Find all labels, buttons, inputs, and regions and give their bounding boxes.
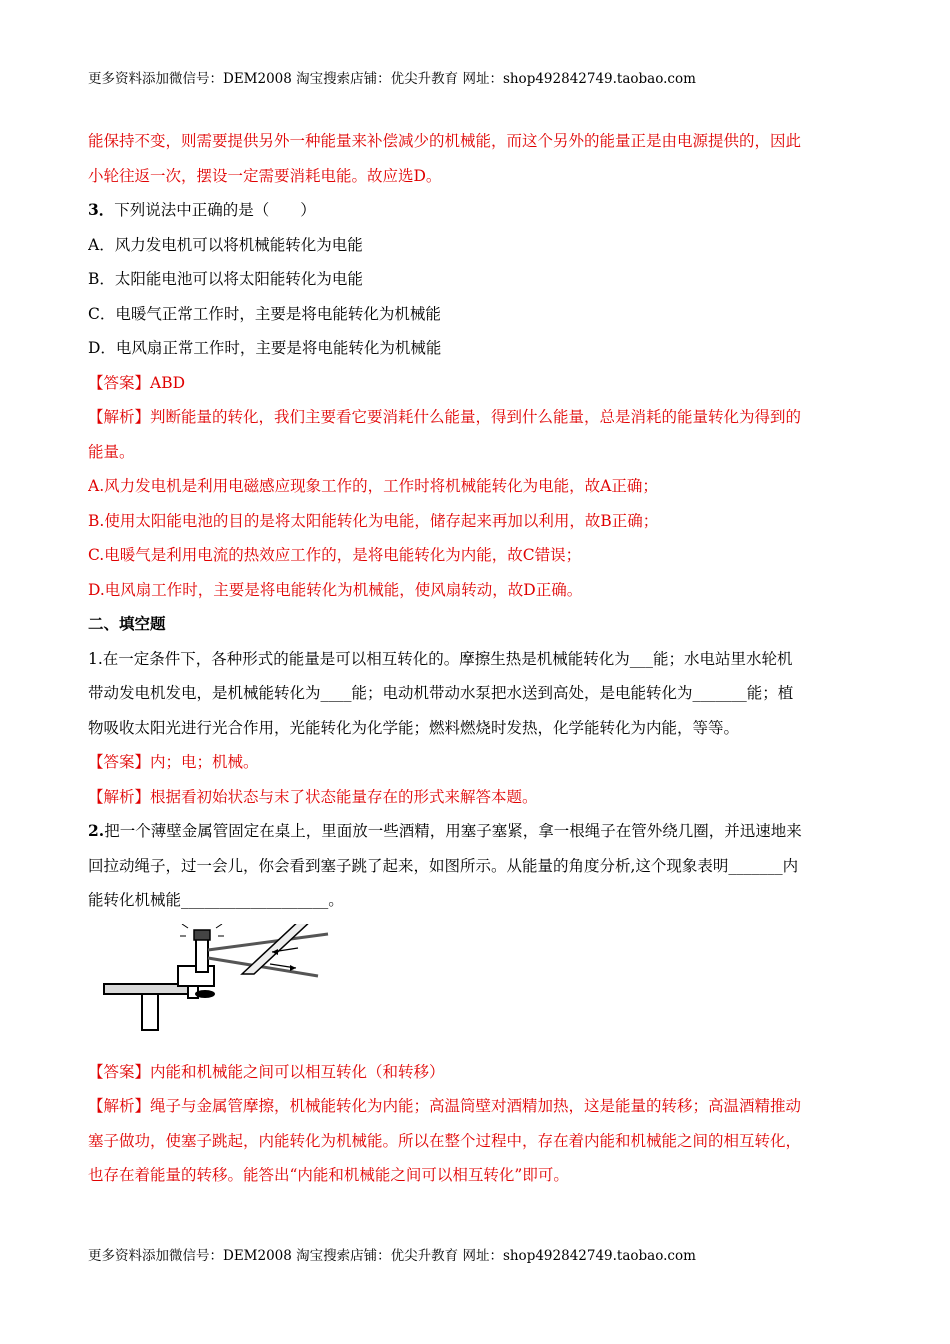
page-content	[88, 124, 866, 1193]
metal-tube-rope-illustration	[102, 924, 332, 1042]
analysis-tag: 【解析】	[88, 787, 151, 806]
question-3-analysis-item-b: B.使用太阳能电池的目的是将太阳能转化为电能，储存起来再加以利用，故B正确；	[88, 511, 659, 530]
fill-1-analysis	[88, 780, 866, 815]
question-3-option-d: D．电风扇正常工作时，主要是将电能转化为机械能	[88, 339, 442, 357]
analysis-text: 根据看初始状态与末了状态能量存在的形式来解答本题。	[150, 787, 538, 806]
continuation-line-1: 能保持不变，则需要提供另外一种能量来补偿减少的机械能，而这个另外的能量正是由电源提供的，因此	[88, 132, 802, 150]
fill-2-line-1	[88, 814, 866, 849]
section-title: 二、填空题	[88, 614, 166, 633]
answer-text: ABD	[150, 373, 186, 392]
analysis-tag: 【解析】	[88, 408, 151, 426]
question-3-option-b: B．太阳能电池可以将太阳能转化为电能	[88, 270, 363, 288]
fill-2-analysis-line-3: 也存在着能量的转移。能答出“内能和机械能之间可以相互转化”即可。	[88, 1166, 569, 1184]
fill-2-text: 把一个薄壁金属管固定在桌上，里面放一些酒精，用塞子塞紧，拿一根绳子在管外绕几圈，并迅速地来	[104, 822, 802, 840]
question-3-analysis-item-c: C.电暖气是利用电流的热效应工作的，是将电能转化为内能，故C错误；	[88, 546, 582, 564]
question-3-analysis-line-2: 能量。	[88, 442, 135, 461]
question-3-text: 下列说法中正确的是（ ）	[114, 201, 316, 219]
answer-text: 内；电；机械。	[150, 753, 259, 771]
question-3-answer	[88, 366, 866, 401]
analysis-text: 判断能量的转化，我们主要看它要消耗什么能量，得到什么能量，总是消耗的能量转化为得到的	[150, 408, 802, 426]
fill-1-line-1: 1.在一定条件下，各种形式的能量是可以相互转化的。摩擦生热是机械能转化为___能；水电站里水轮机	[88, 649, 793, 668]
page-footer: 更多资料添加微信号：DEM2008 淘宝搜索店铺：优尖升教育 网址：shop492842749.taobao.com	[88, 1248, 696, 1264]
continuation-line-2: 小轮往返一次，摆设一定需要消耗电能。故应选D。	[88, 166, 442, 185]
answer-tag: 【答案】	[88, 753, 151, 771]
question-3-analysis-item-d: D.电风扇工作时，主要是将电能转化为机械能，使风扇转动，故D正确。	[88, 580, 583, 599]
page-header: 更多资料添加微信号：DEM2008 淘宝搜索店铺：优尖升教育 网址：shop492842749.taobao.com	[88, 71, 696, 87]
fill-2-analysis-line-2: 塞子做功，使塞子跳起，内能转化为机械能。所以在整个过程中，存在着内能和机械能之间的相互转化，	[88, 1131, 802, 1150]
question-3-stem	[88, 193, 866, 228]
fill-2-line-3: 能转化机械能___________________。	[88, 891, 344, 909]
answer-tag: 【答案】	[88, 373, 151, 392]
fill-1-line-3: 物吸收太阳光进行光合作用，光能转化为化学能；燃料燃烧时发热，化学能转化为内能，等等。	[88, 718, 740, 737]
experiment-figure	[88, 918, 866, 1055]
fill-1-answer	[88, 745, 866, 780]
fill-1-line-2: 带动发电机发电，是机械能转化为____能；电动机带动水泵把水送到高处，是电能转化为_______能；植	[88, 684, 794, 702]
question-3-option-c: C．电暖气正常工作时，主要是将电能转化为机械能	[88, 304, 441, 323]
question-3-option-a: A．风力发电机可以将机械能转化为电能	[88, 235, 363, 254]
fill-2-analysis-line-1	[88, 1089, 866, 1124]
fill-2-line-2: 回拉动绳子，过一会儿，你会看到塞子跳了起来，如图所示。从能量的角度分析,这个现象表明_______内	[88, 856, 799, 875]
analysis-tag: 【解析】	[88, 1097, 151, 1115]
answer-text: 内能和机械能之间可以相互转化（和转移）	[150, 1062, 445, 1081]
analysis-text: 绳子与金属管摩擦，机械能转化为内能；高温筒壁对酒精加热，这是能量的转移；高温酒精推动	[150, 1097, 802, 1115]
question-3-analysis-line-1	[88, 400, 866, 435]
answer-tag: 【答案】	[88, 1062, 151, 1081]
question-3-analysis-item-a: A.风力发电机是利用电磁感应现象工作的，工作时将机械能转化为电能，故A正确；	[88, 477, 658, 495]
question-3-number: 3．	[88, 200, 115, 219]
fill-2-answer	[88, 1055, 866, 1090]
fill-2-number: 2.	[88, 821, 105, 840]
